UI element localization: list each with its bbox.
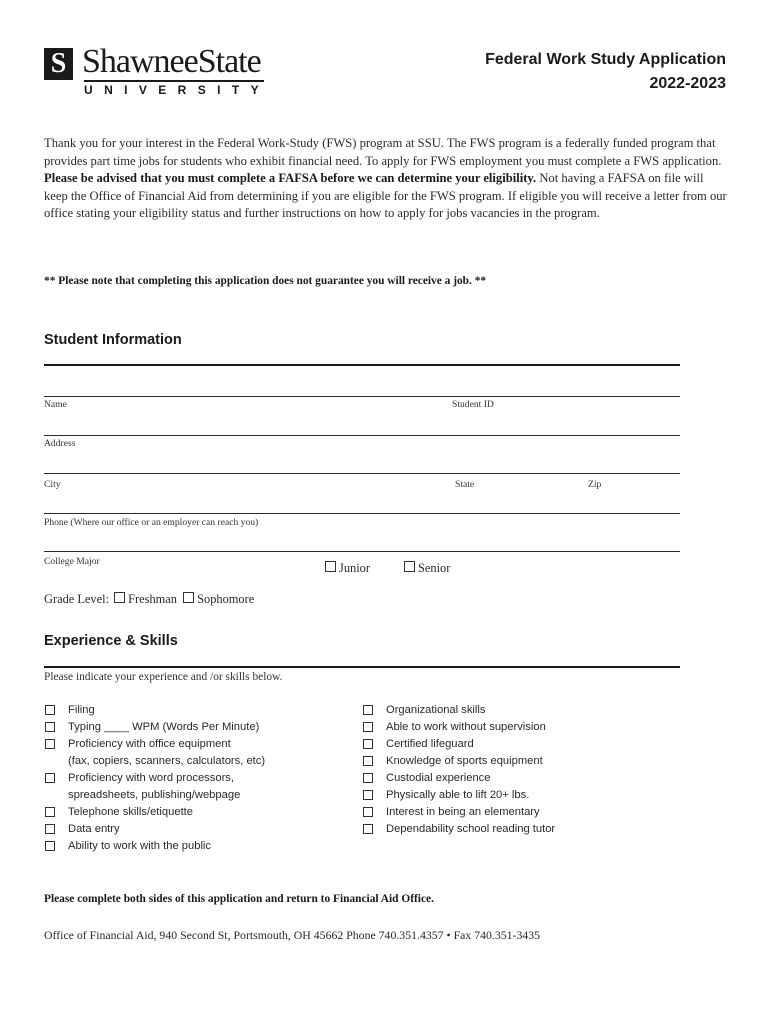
skill-label: Ability to work with the public [68, 840, 212, 852]
skill-filing[interactable] [44, 702, 265, 719]
state-label: State [455, 479, 475, 490]
logo-rule [84, 80, 264, 82]
skill-checkbox[interactable] [45, 739, 55, 749]
skill-telephone[interactable] [44, 804, 265, 821]
phone-label: Phone (Where our office or an employer can reach you) [44, 517, 259, 528]
sophomore-checkbox[interactable] [183, 592, 194, 603]
skill-checkbox[interactable] [45, 841, 55, 851]
skill-checkbox[interactable] [363, 756, 373, 766]
name-label: Name [44, 399, 67, 410]
skill-label: Certified lifeguard [386, 738, 474, 750]
address-label: Address [44, 438, 76, 449]
major-line[interactable] [44, 551, 680, 552]
title-line-1: Federal Work Study Application [485, 51, 726, 68]
intro-text-1: Thank you for your interest in the Federal Work-Study (FWS) program at SSU. The FWS program is a federally funded program that provides part time jobs for students who exhibit financial need. To apply for FWS employment you must complete a FWS application. [44, 136, 722, 168]
skill-label: Proficiency with word processors, [68, 772, 235, 784]
skill-label: Able to work without supervision [386, 721, 546, 733]
skill-checkbox[interactable] [363, 790, 373, 800]
skill-data-entry[interactable] [44, 821, 265, 838]
skill-custodial[interactable] [362, 770, 555, 787]
skill-word-processors[interactable] [44, 770, 265, 787]
name-line[interactable] [44, 396, 680, 397]
logo-wordmark: ShawneeState [82, 43, 261, 80]
skill-checkbox[interactable] [45, 773, 55, 783]
freshman-label: Freshman [128, 592, 177, 606]
title-year: 2022-2023 [649, 75, 726, 92]
intro-paragraph [44, 135, 728, 223]
skill-elementary[interactable] [362, 804, 555, 821]
grade-level-label: Grade Level: [44, 592, 110, 606]
return-instruction: Please complete both sides of this application and return to Financial Aid Office. [44, 893, 434, 905]
senior-label: Senior [418, 561, 451, 575]
skill-label: Interest in being an elementary [386, 806, 540, 818]
junior-label: Junior [339, 561, 370, 575]
logo-s-mark: S [44, 48, 73, 80]
logo-university: UNIVERSITY [84, 83, 271, 97]
senior-checkbox[interactable] [404, 561, 415, 572]
skill-label: Knowledge of sports equipment [386, 755, 543, 767]
skill-word-processors-cont [44, 787, 265, 804]
skill-office-equipment[interactable] [44, 736, 265, 753]
student-info-rule [44, 364, 680, 366]
skill-checkbox[interactable] [363, 722, 373, 732]
skill-label: Data entry [68, 823, 120, 835]
address-line[interactable] [44, 435, 680, 436]
zip-label: Zip [588, 479, 602, 490]
skill-checkbox[interactable] [363, 824, 373, 834]
skill-sports-equipment[interactable] [362, 753, 555, 770]
junior-checkbox[interactable] [325, 561, 336, 572]
student-id-label: Student ID [452, 399, 494, 410]
phone-line[interactable] [44, 513, 680, 514]
skill-checkbox[interactable] [363, 807, 373, 817]
skill-checkbox[interactable] [45, 722, 55, 732]
skill-organizational[interactable] [362, 702, 555, 719]
skill-lift[interactable] [362, 787, 555, 804]
skill-label: Organizational skills [386, 704, 486, 716]
skill-label: Filing [68, 704, 95, 716]
office-address: Office of Financial Aid, 940 Second St, Portsmouth, OH 45662 Phone 740.351.4357 • Fax 740.351-3435 [44, 928, 541, 942]
skill-label: Physically able to lift 20+ lbs. [386, 789, 530, 801]
city-line[interactable] [44, 473, 680, 474]
skill-label: Custodial experience [386, 772, 491, 784]
skill-label: Telephone skills/etiquette [68, 806, 194, 818]
freshman-checkbox[interactable] [114, 592, 125, 603]
grade-senior-option[interactable] [404, 561, 450, 576]
experience-rule [44, 666, 680, 668]
skill-unsupervised[interactable] [362, 719, 555, 736]
skill-label: Typing ____ WPM (Words Per Minute) [68, 721, 260, 733]
experience-heading: Experience & Skills [44, 633, 178, 649]
no-guarantee-note: ** Please note that completing this application does not guarantee you will receive a job. ** [44, 275, 487, 287]
skill-reading-tutor[interactable] [362, 821, 555, 838]
skill-label-cont: (fax, copiers, scanners, calculators, etc) [68, 755, 266, 767]
skill-label: Dependability school reading tutor [386, 823, 556, 835]
intro-bold-warning: Please be advised that you must complete a FAFSA before we can determine your eligibility. [44, 171, 537, 185]
intro-text-2: Not having a FAFSA on file will keep the Office of Financial Aid from determining if you are eligible for the FWS program. If eligible you will receive a letter from our office stating your eligibility status and further instructions on how to apply for jobs vacancies in the program. [44, 171, 727, 220]
skills-left-list [44, 702, 265, 855]
grade-level-row [44, 592, 254, 607]
skill-lifeguard[interactable] [362, 736, 555, 753]
skill-checkbox[interactable] [363, 773, 373, 783]
student-info-heading: Student Information [44, 332, 182, 348]
document-title [485, 48, 726, 96]
skill-office-equipment-cont [44, 753, 265, 770]
grade-junior-option[interactable] [325, 561, 370, 576]
skill-label: Proficiency with office equipment [68, 738, 231, 750]
skills-right-list [362, 702, 555, 838]
skill-checkbox[interactable] [45, 705, 55, 715]
skill-checkbox[interactable] [45, 824, 55, 834]
skills-intro: Please indicate your experience and /or skills below. [44, 671, 283, 683]
skill-label-cont: spreadsheets, publishing/webpage [68, 789, 241, 801]
skill-checkbox[interactable] [45, 807, 55, 817]
skill-checkbox[interactable] [363, 705, 373, 715]
sophomore-label: Sophomore [197, 592, 255, 606]
skill-public[interactable] [44, 838, 265, 855]
skill-checkbox[interactable] [363, 739, 373, 749]
college-major-label: College Major [44, 556, 100, 567]
skill-typing[interactable] [44, 719, 265, 736]
city-label: City [44, 479, 61, 490]
